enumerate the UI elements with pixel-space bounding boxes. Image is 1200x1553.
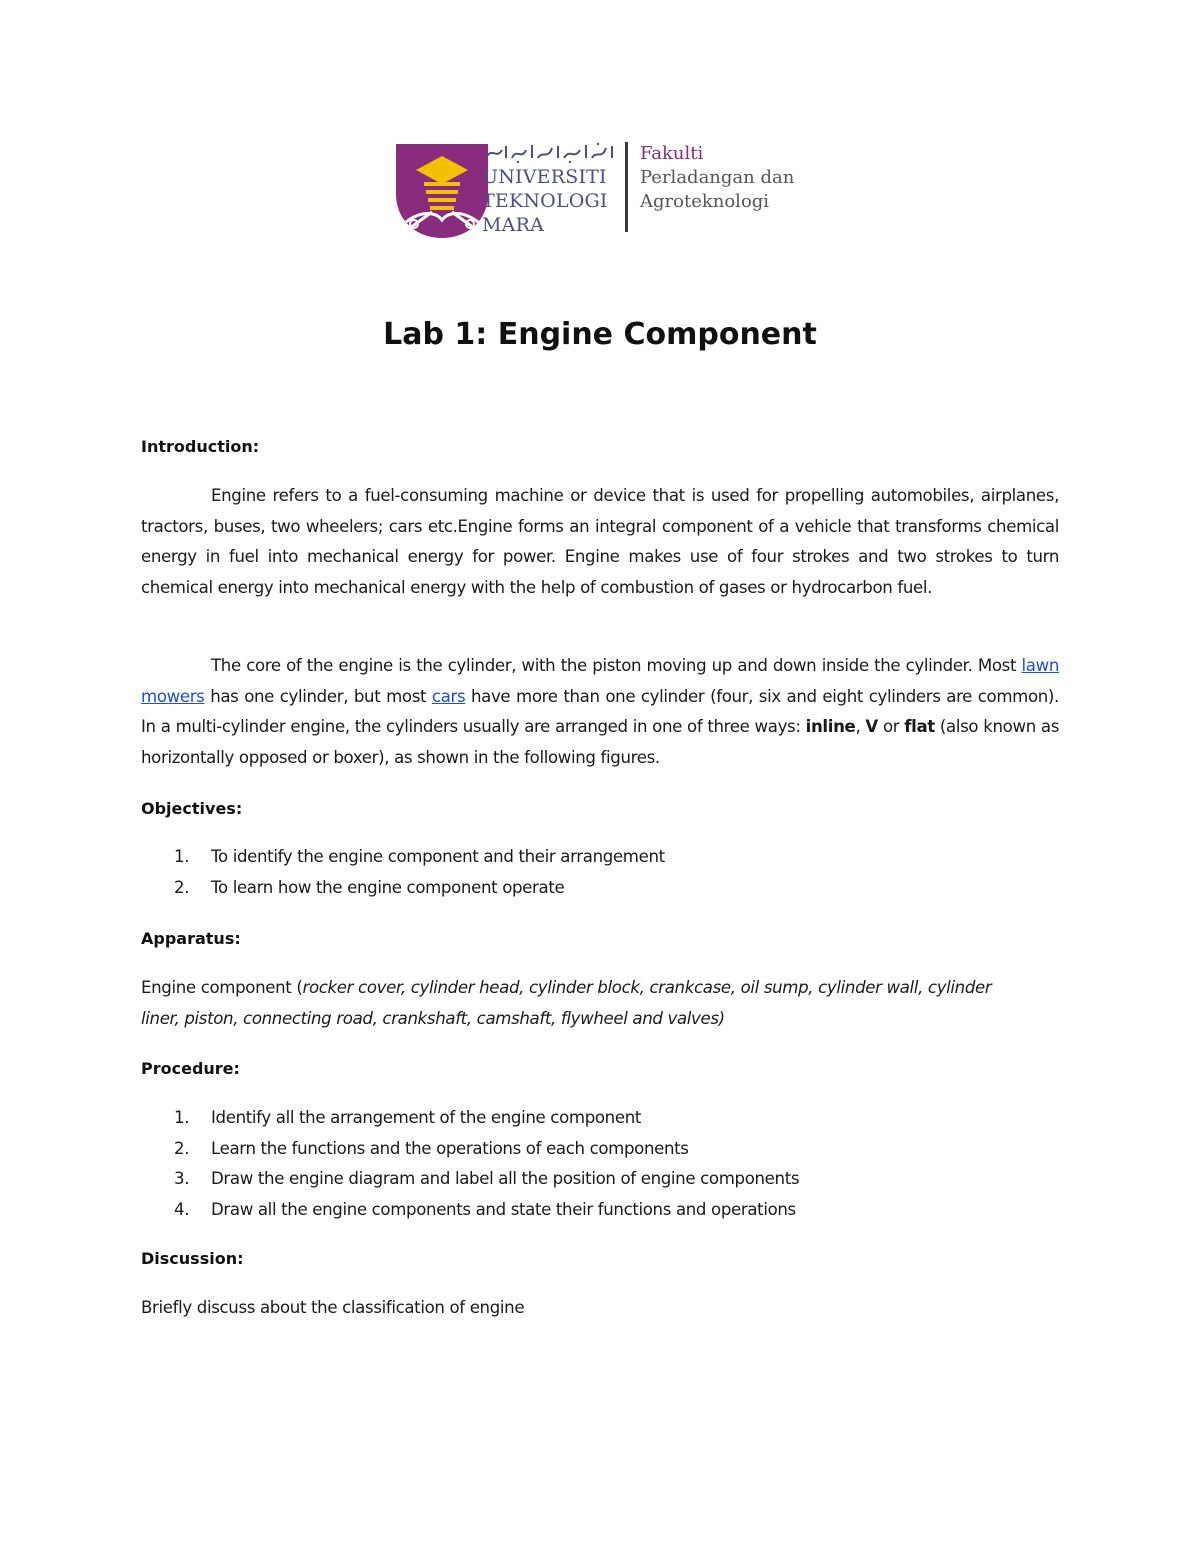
list-text: Identify all the arrangement of the engine component <box>211 1108 642 1127</box>
discussion-text: Briefly discuss about the classification of engine <box>141 1298 525 1317</box>
objectives-heading: Objectives: <box>141 799 243 818</box>
apparatus-heading: Apparatus: <box>141 929 241 948</box>
university-line-3: MARA <box>482 214 545 236</box>
introduction-paragraph-1: Engine refers to a fuel-consuming machine or device that is used for propelling automobiles, airplanes, tractors, buses, two wheelers; cars etc.Engine forms an integral component of a vehicle that transforms chemical energy in fuel into mechanical energy for power. Engine makes use of four strokes and two strokes to turn chemical energy into mechanical energy with the help of combustion of gases or hydrocarbon fuel. <box>141 486 1059 597</box>
v-term: V <box>865 717 878 737</box>
list-text: Draw the engine diagram and label all the position of engine components <box>211 1169 800 1189</box>
cars-link[interactable]: cars <box>431 686 466 706</box>
list-text: To identify the engine component and their arrangement <box>211 847 665 866</box>
list-number: 2. <box>174 877 190 897</box>
list-number: 4. <box>174 1199 190 1219</box>
list-item <box>141 1195 799 1226</box>
university-line-1: UNIVERSITI <box>482 166 607 188</box>
list-item <box>141 873 665 904</box>
list-number: 3. <box>174 1169 190 1189</box>
logo-divider <box>625 142 628 232</box>
procedure-list <box>141 1103 799 1225</box>
p2-text-4: , <box>855 717 866 737</box>
flat-term: flat <box>904 717 935 737</box>
page-title: Lab 1: Engine Component <box>383 317 817 352</box>
jawi-script-logo <box>482 142 622 164</box>
list-number: 2. <box>174 1138 190 1158</box>
list-item <box>141 842 665 873</box>
faculty-dept-line-2: Agroteknologi <box>640 191 770 212</box>
apparatus-items: rocker cover, cylinder head, cylinder block, crankcase, oil sump, cylinder wall, cylinder liner, piston, connecting road, crankshaft, camshaft, flywheel and valves) <box>141 978 992 1028</box>
p2-text-6: (also known as horizontally opposed or boxer), as shown in the following figures. <box>141 717 1059 767</box>
p2-text-3: have more than one cylinder (four, six and eight cylinders are common). In a multi-cylinder engine, the cylinders usually are arranged in one of three ways: <box>141 686 1059 737</box>
introduction-heading: Introduction: <box>141 437 260 456</box>
lawn-mowers-link[interactable]: lawn mowers <box>141 656 1059 706</box>
list-text: Learn the functions and the operations of each components <box>211 1138 689 1158</box>
university-wordmark <box>482 142 622 238</box>
faculty-dept-line-1: Perladangan dan <box>640 167 795 188</box>
list-text: To learn how the engine component operate <box>211 877 565 897</box>
list-text: Draw all the engine components and state their functions and operations <box>211 1199 796 1219</box>
list-number: 1. <box>174 847 190 866</box>
list-number: 1. <box>174 1108 190 1127</box>
list-item <box>141 1164 799 1195</box>
introduction-paragraph-2 <box>141 651 1059 773</box>
p2-text-2: has one cylinder, but most <box>204 686 432 706</box>
p2-text-5: or <box>877 717 905 737</box>
p2-text-1: The core of the engine is the cylinder, with the piston moving up and down inside the cylinder. Most <box>211 656 1022 675</box>
apparatus-prefix: Engine component ( <box>141 978 303 997</box>
faculty-name: Fakulti <box>640 143 704 164</box>
inline-term: inline <box>805 717 856 737</box>
uitm-emblem-logo <box>392 140 492 240</box>
procedure-heading: Procedure: <box>141 1059 240 1078</box>
university-line-2: TEKNOLOGI <box>482 190 608 212</box>
discussion-heading: Discussion: <box>141 1249 244 1268</box>
list-item <box>141 1134 799 1165</box>
apparatus-text <box>141 973 1001 1034</box>
objectives-list <box>141 842 665 903</box>
list-item <box>141 1103 799 1134</box>
